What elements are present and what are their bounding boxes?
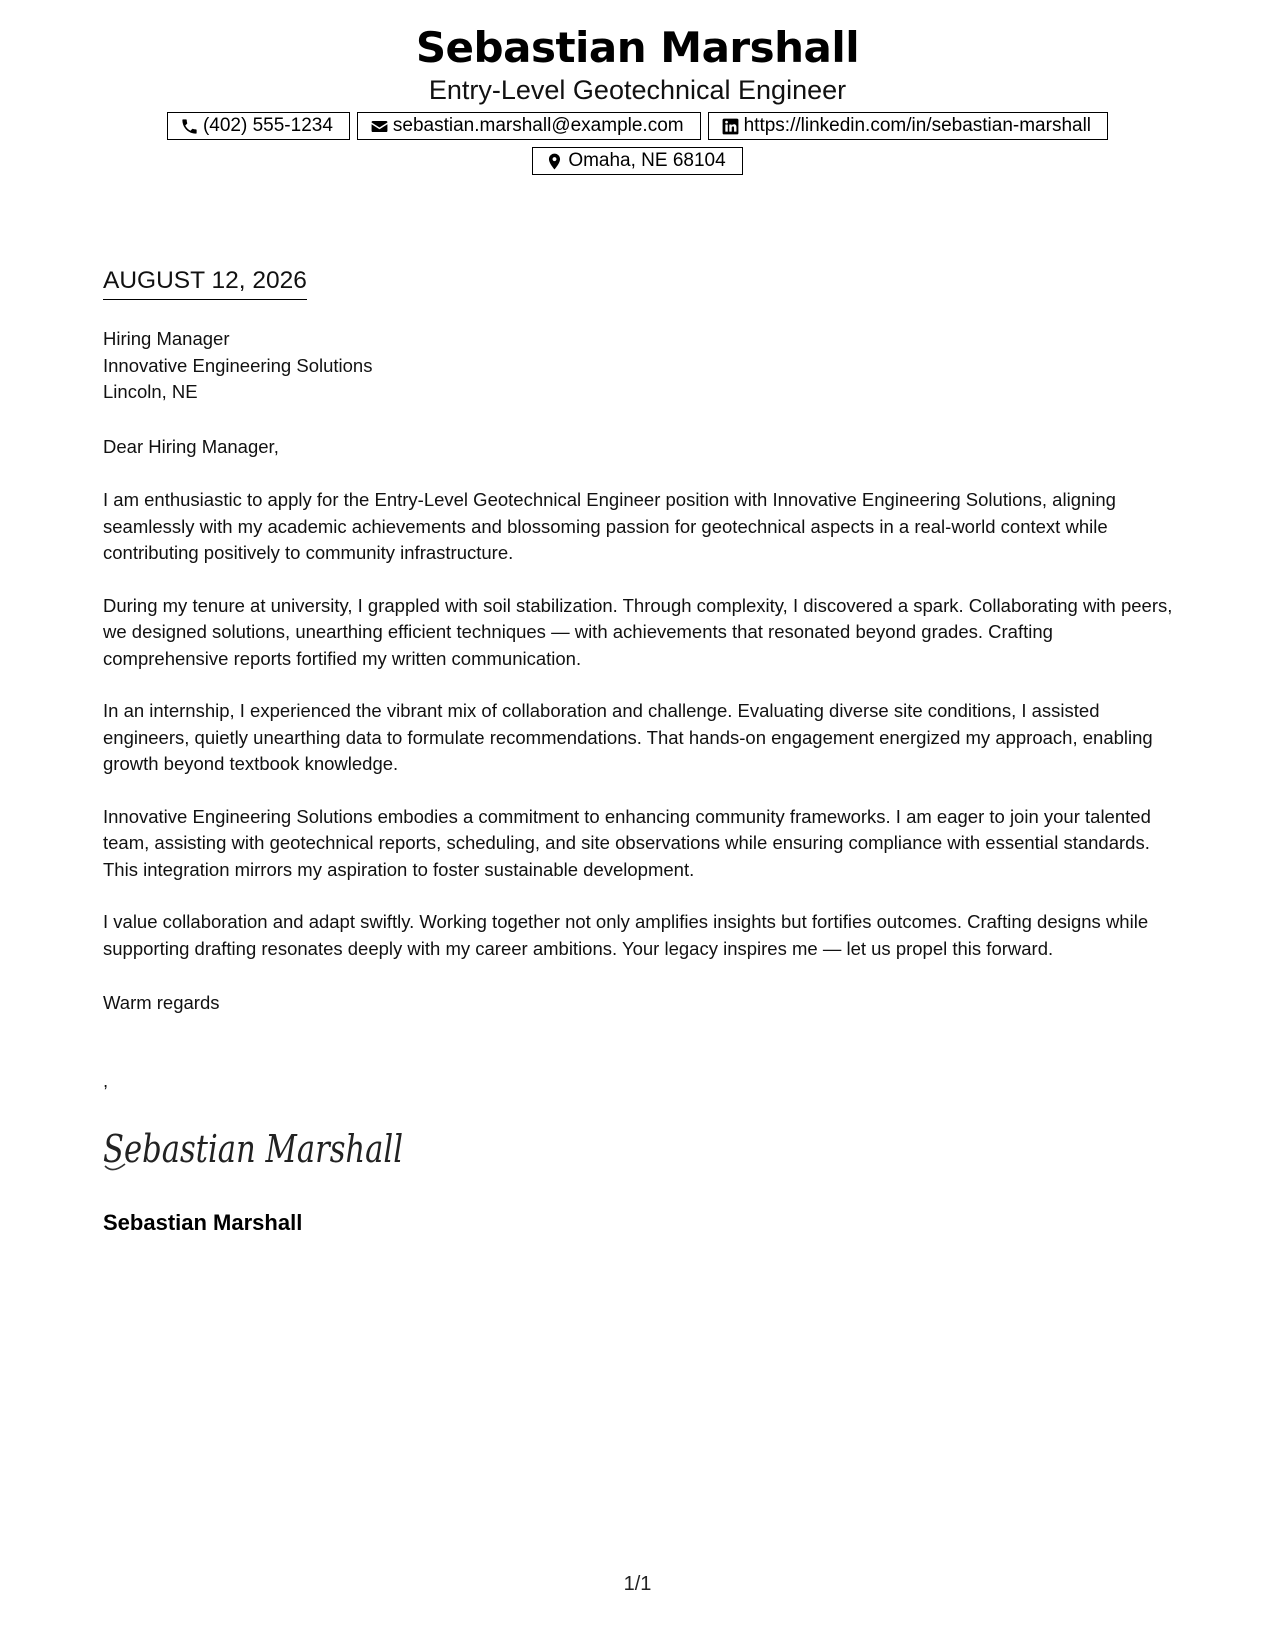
letter-date: AUGUST 12, 2026	[103, 266, 307, 300]
handwritten-signature	[103, 1118, 403, 1178]
body-paragraph: I am enthusiastic to apply for the Entry-Level Geotechnical Engineer position with Innovative Engineering Solutions, aligning seamlessly with my academic achievements and blossoming passion for geotechnical aspects in a real-world context while contributing positively to community infrastructure.	[103, 489, 1116, 563]
signer-name: Sebastian Marshall	[103, 1210, 303, 1235]
recipient-company: Innovative Engineering Solutions	[103, 354, 373, 376]
recipient-location: Lincoln, NE	[103, 381, 198, 402]
email-text: sebastian.marshall@example.com	[392, 115, 684, 136]
location-text: Omaha, NE 68104	[568, 150, 726, 171]
closing-comma: ,	[103, 1070, 109, 1091]
recipient-block	[103, 326, 1178, 406]
location-chip	[532, 147, 742, 175]
email-chip	[357, 112, 701, 140]
letter-header	[0, 22, 1275, 175]
body-paragraph: I value collaboration and adapt swiftly. Working together not only amplifies insights but fortifies outcomes. Crafting designs while supporting drafting resonates deeply with my career ambitions. Your legacy inspires me — let us propel this forward.	[103, 911, 1149, 959]
contact-row-2	[0, 147, 1275, 175]
page-number: 1/1	[623, 1573, 652, 1595]
body-paragraph: During my tenure at university, I grappled with soil stabilization. Through complexity, I discovered a spark. Collaborating with peers, we designed solutions, unearthing efficient techniques — with achievements that resonated beyond grades. Crafting comprehensive reports fortified my written communication.	[103, 594, 1173, 669]
phone-chip	[167, 112, 350, 140]
linkedin-text: https://linkedin.com/in/sebastian-marshall	[743, 115, 1092, 136]
phone-text: (402) 555-1234	[202, 115, 333, 136]
contact-row	[0, 112, 1275, 140]
signature-image	[103, 1118, 403, 1178]
map-pin-icon	[545, 152, 564, 171]
linkedin-icon	[721, 117, 740, 136]
letter-body	[103, 487, 1178, 988]
phone-icon	[180, 117, 199, 136]
applicant-name: Sebastian Marshall	[415, 23, 860, 72]
applicant-title: Entry-Level Geotechnical Engineer	[428, 75, 847, 105]
body-paragraph: Innovative Engineering Solutions embodies a commitment to enhancing community frameworks. I am eager to join your talented team, assisting with geotechnical reports, scheduling, and site observations while ensuring compliance with essential standards. This integration mirrors my aspiration to foster sustainable development.	[103, 805, 1151, 880]
recipient-line: Hiring Manager	[103, 328, 230, 349]
signature-script: Sebastian Marshall	[103, 1127, 403, 1171]
closing: Warm regards	[103, 992, 220, 1013]
body-paragraph: In an internship, I experienced the vibrant mix of collaboration and challenge. Evaluating diverse site conditions, I assisted engineers, quietly unearthing data to formulate recommendations. That hands-on engagement energized my approach, enabling growth beyond textbook knowledge.	[103, 700, 1153, 774]
greeting: Dear Hiring Manager,	[103, 436, 279, 457]
envelope-icon	[370, 117, 389, 136]
linkedin-chip	[708, 112, 1108, 140]
